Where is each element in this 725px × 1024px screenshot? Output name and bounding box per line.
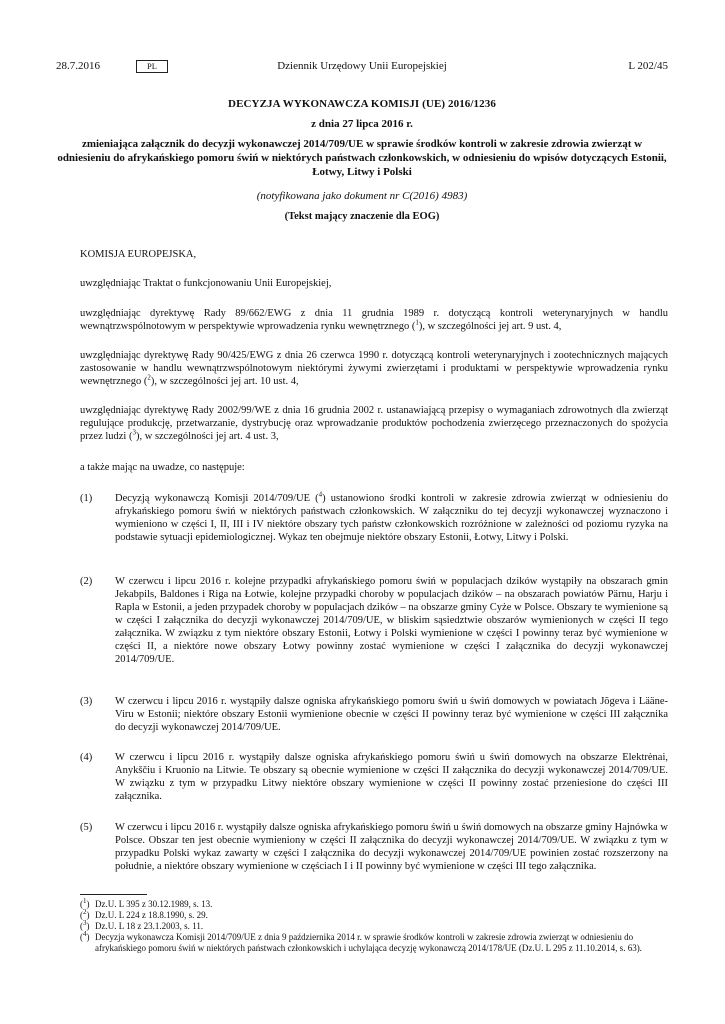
recital-number: (4) [80, 752, 93, 763]
citation-text: uwzględniając dyrektywę Rady 89/662/EWG z dnia 11 grudnia 1989 r. dotyczącą kontroli weterynaryjnych w handlu wewnątrzwspólnotowym w perspektywie wprowadzenia rynku wewnętrznego ( [80, 308, 668, 332]
journal-title: Dziennik Urzędowy Unii Europejskiej [277, 60, 447, 72]
recital-number: (2) [80, 576, 93, 587]
citation-text: uwzględniając dyrektywę Rady 2002/99/WE z dnia 16 grudnia 2002 r. ustanawiającą przepisy o wymaganiach zdrowotnych dla zwierząt regulujące produkcję, przetwarzanie, dystrybucję oraz wprowadzanie produktów pochodzenia zwierzęcego przeznaczonych do spożycia przez ludzi ( [80, 405, 668, 442]
whereas-intro: a także mając na uwadze, co następuje: [80, 462, 245, 473]
recital-1 [80, 492, 668, 544]
recital-text [115, 492, 668, 544]
footnote-ref[interactable]: 3 [132, 428, 136, 437]
decision-subject: zmieniająca załącznik do decyzji wykonawczej 2014/709/UE w sprawie środków kontroli w zakresie zdrowia zwierząt w odniesieniu do afrykańskiego pomoru świń w niektórych państwach członkowskich, w odniesieniu do wpisów dotyczących Estonii, Łotwy, Litwy i Polski [57, 138, 667, 178]
citation-directive-2 [80, 349, 668, 388]
recital-number: (1) [80, 493, 93, 504]
recital-text: W czerwcu i lipcu 2016 r. wystąpiły dalsze ogniska afrykańskiego pomoru świń u świń domowych w powiatach Jõgeva i Lääne-Viru w Estonii; niektóre obszary Estonii wymienione obecnie w części II powinny teraz być wymienione w części III załącznika do decyzji wykonawczej 2014/709/UE. [115, 696, 668, 733]
page-header [56, 58, 668, 74]
footnote-number: ($^4$) [80, 930, 90, 942]
footnote-divider [80, 894, 147, 895]
eea-relevance: (Tekst mający znaczenie dla EOG) [284, 211, 440, 222]
page-reference: L 202/45 [628, 60, 668, 72]
recital-text: W czerwcu i lipcu 2016 r. wystąpiły dalsze ogniska afrykańskiego pomoru świń u świń domowych na obszarze gminy Hajnówka w Polsce. Obszar ten jest obecnie wymieniony w części II załącznika do decyzji wykonawczej 2014/709/UE. W związku z tym w przypadku Polski wykaz zawarty w części I załącznika do decyzji wykonawczej 2014/709/UE powinien zostać rozszerzony na południe, a niektóre obszary wymienione w częściach I i II powinny być wymienione w części III tego załącznika. [115, 822, 668, 872]
recital-text-part: Decyzją wykonawczą Komisji 2014/709/UE ( [115, 493, 319, 504]
recital-5 [80, 821, 668, 873]
citation-text: ), w szczególności jej art. 9 ust. 4, [418, 321, 562, 332]
decision-title: DECYZJA WYKONAWCZA KOMISJI (UE) 2016/1236 [228, 98, 496, 110]
recital-number: (3) [80, 696, 93, 707]
footnote-mark: 2 [83, 908, 87, 916]
recital-text: W czerwcu i lipcu 2016 r. wystąpiły dalsze ogniska afrykańskiego pomoru świń u świń domowych na obszarze Elektrėnai, Anykščiu i Kruonio na Litwie. Te obszary są obecnie wymienione w części II załącznika do decyzji wykonawczej 2014/709/UE. W związku z tym w przypadku Litwy niektóre obszary wymienione w części II powinny zostać przeniesione do części III załącznika. [115, 752, 668, 802]
footnote-4 [80, 932, 668, 953]
footnote-text: Decyzja wykonawcza Komisji 2014/709/UE z dnia 9 października 2014 r. w sprawie środków kontroli w zakresie zdrowia zwierząt w odniesieniu do afrykańskiego pomoru świń w niektórych państwach członkowskich i uchylająca decyzję wykonawczą 2014/178/UE (Dz.U. L 295 z 11.10.2014, s. 63). [95, 932, 642, 953]
citation-treaty: uwzględniając Traktat o funkcjonowaniu Unii Europejskiej, [80, 278, 332, 289]
footnote-mark: 1 [83, 897, 87, 905]
recital-text: W czerwcu i lipcu 2016 r. kolejne przypadki afrykańskiego pomoru świń w populacjach dzików wystąpiły na obszarach gmin Jekabpils, Baldones i Riga na Łotwie, kolejne przypadki choroby w populacjach dzików – na obszarach powiatów Pärnu, Harju i Rapla w Estonii, a jeden przypadek choroby w populacjach dzików – na obszarze gminy Cyżе w Polsce. Obszary te wymienione są w części I załącznika do decyzji wykonawczej 2014/709/UE, w bliskim sąsiedztwie obszarów wymienionych w części II tego załącznika. W związku z tym niektóre obszary Estonii, Łotwy i Polski wymienione w części I powinny teraz być wymienione w części II, a niektóre nowe obszary Łotwy powinny zostać wymienione w części I załącznika do decyzji wykonawczej 2014/709/UE. [115, 576, 668, 665]
footnote-ref[interactable]: 2 [147, 373, 151, 382]
language-badge: PL [136, 60, 168, 73]
footnote-1 [80, 899, 668, 910]
footnote-text: Dz.U. L 224 z 18.8.1990, s. 29. [95, 910, 208, 920]
decision-date: z dnia 27 lipca 2016 r. [311, 118, 413, 130]
footnote-number: ($^3$) [80, 919, 90, 931]
footnote-mark: 3 [83, 919, 87, 927]
header-date: 28.7.2016 [56, 60, 100, 72]
recital-4 [80, 751, 668, 803]
footnote-text: Dz.U. L 18 z 23.1.2003, s. 11. [95, 921, 204, 931]
recital-number: (5) [80, 822, 93, 833]
notification-note: (notyfikowana jako dokument nr C(2016) 4983) [256, 190, 468, 202]
footnote-ref[interactable]: 4 [318, 490, 323, 499]
citation-text: ), w szczególności jej art. 4 ust. 3, [135, 431, 279, 442]
recital-text-part: ) ustanowiono środki kontroli w zakresie zdrowia zwierząt w odniesieniu do afrykańskiego pomoru świń w niektórych państwach członkowskich. W załączniku do tej decyzji wykonawczej wyznaczono i wymieniono w części I, II, III i IV niektóre obszary tych państw członkowskich rozróżnione w zależności od poziomu ryzyka na podstawie sytuacji epidemiologicznej. Wykaz ten obejmuje niektóre obszary Estonii, Łotwy, Litwy i Polski. [115, 493, 668, 543]
footnote-mark: 4 [83, 930, 87, 938]
footnote-3 [80, 921, 668, 932]
footnote-text: Dz.U. L 395 z 30.12.1989, s. 13. [95, 899, 213, 909]
recital-3 [80, 695, 668, 734]
citation-text: uwzględniając dyrektywę Rady 90/425/EWG z dnia 26 czerwca 1990 r. dotyczącą kontroli weterynaryjnych i zootechnicznych mających zastosowanie w handlu wewnątrzwspólnotowym niektórymi żywymi zwierzętami i produktami w perspektywie wprowadzenia rynku wewnętrznego ( [80, 350, 668, 387]
recital-2 [80, 575, 668, 666]
footnote-number: ($^1$) [80, 897, 90, 909]
footnote-ref[interactable]: 1 [415, 318, 419, 327]
footnote-2 [80, 910, 668, 921]
footnote-number: ($^2$) [80, 908, 90, 920]
commission-line: KOMISJA EUROPEJSKA, [80, 249, 197, 260]
citation-directive-1 [80, 307, 668, 333]
citation-directive-3 [80, 404, 668, 443]
citation-text: ), w szczególności jej art. 10 ust. 4, [150, 376, 299, 387]
